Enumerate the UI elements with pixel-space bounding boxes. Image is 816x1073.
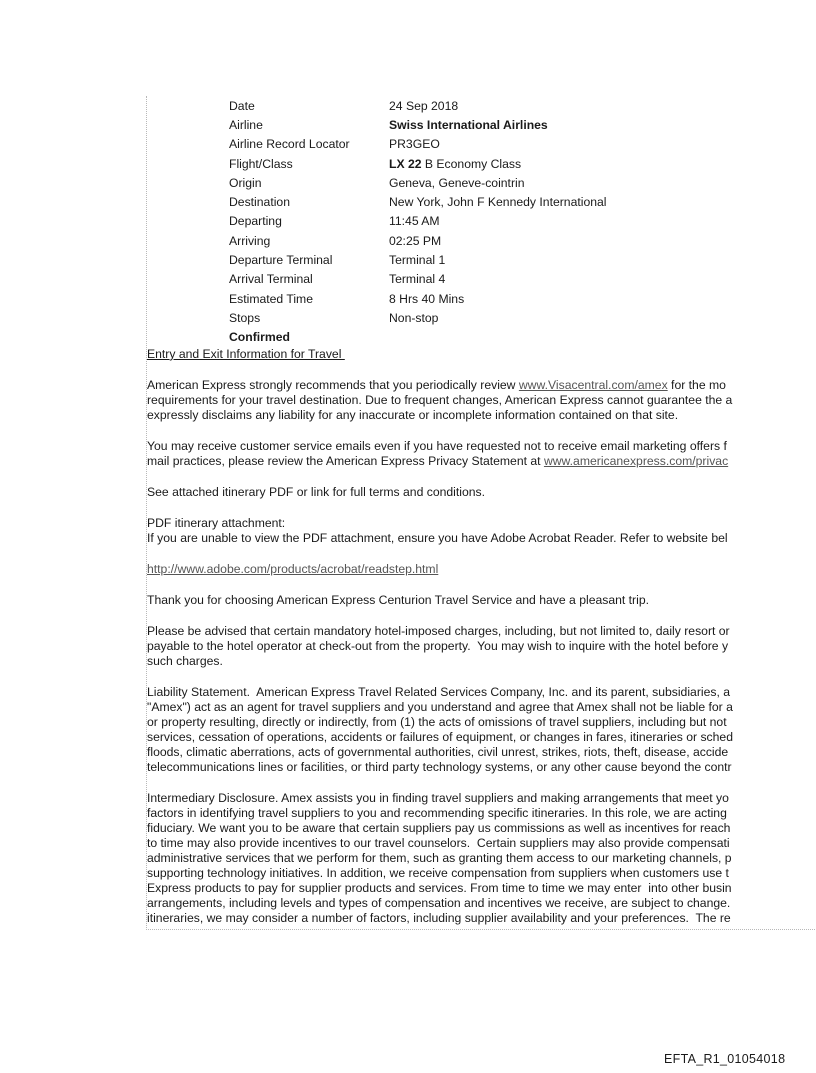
- flight-label: Arrival Terminal: [229, 272, 313, 287]
- text-line: itineraries, we may consider a number of factors, including supplier availability and your preferences. The re: [147, 910, 731, 925]
- flight-class: B Economy Class: [421, 156, 522, 171]
- visacentral-link[interactable]: www.Visacentral.com/amex: [518, 377, 668, 392]
- hotel-charges-paragraph: [147, 624, 816, 669]
- text-line: Express products to pay for supplier products and services. From time to time we may enter into other busin: [147, 880, 732, 895]
- flight-label: Estimated Time: [229, 291, 313, 306]
- flight-value: Terminal 4: [389, 272, 446, 287]
- flight-value: 11:45 AM: [389, 214, 440, 229]
- flight-details-table: [229, 96, 816, 347]
- liability-paragraph: [147, 685, 816, 775]
- adobe-reader-link[interactable]: http://www.adobe.com/products/acrobat/readstep.html: [147, 561, 439, 576]
- airline-name: Swiss International Airlines: [389, 117, 548, 132]
- flight-number: LX 22: [389, 156, 422, 171]
- flight-label: Departing: [229, 214, 282, 229]
- thank-you-text: Thank you for choosing American Express Centurion Travel Service and have a pleasant trip.: [147, 592, 649, 607]
- text-line: expressly disclaims any liability for any inaccurate or incomplete information contained on that site.: [147, 407, 679, 422]
- flight-row-arriving: [229, 231, 816, 250]
- flight-label: Stops: [229, 310, 261, 325]
- text-line: administrative services that we perform for them, such as granting them access to our marketing channels, p: [147, 850, 732, 865]
- text-line: or property resulting, directly or indirectly, from (1) the acts of omissions of travel suppliers, including but not: [147, 714, 727, 729]
- text-line: payable to the hotel operator at check-out from the property. You may wish to inquire with the hotel before y: [147, 638, 729, 653]
- flight-row-origin: [229, 173, 816, 192]
- flight-value: [389, 157, 521, 171]
- flight-row-record-locator: [229, 135, 816, 154]
- text-line: supporting technology initiatives. In addition, we receive compensation from suppliers when customers use t: [147, 865, 729, 880]
- flight-label: Destination: [229, 195, 290, 210]
- text-line: to time may also provide incentives to our travel counselors. Certain suppliers may also provide compensati: [147, 835, 730, 850]
- entry-exit-heading: Entry and Exit Information for Travel: [147, 346, 345, 361]
- flight-value: 02:25 PM: [389, 233, 442, 248]
- flight-row-stops: [229, 308, 816, 327]
- flight-label: Airline Record Locator: [229, 137, 350, 152]
- flight-value: Non-stop: [389, 310, 439, 325]
- document-id-footer: EFTA_R1_01054018: [664, 1052, 786, 1066]
- booking-status: Confirmed: [229, 330, 290, 345]
- privacy-statement-link[interactable]: www.americanexpress.com/privac: [543, 453, 729, 468]
- flight-value: New York, John F Kennedy International: [389, 195, 607, 210]
- text-line: Liability Statement. American Express Travel Related Services Company, Inc. and its parent, subsidiaries, a: [147, 684, 731, 699]
- flight-row-airline: [229, 115, 816, 134]
- intermediary-disclosure-paragraph: [147, 791, 816, 926]
- itinerary-document: [146, 96, 816, 930]
- flight-label: Departure Terminal: [229, 253, 333, 268]
- flight-row-estimated-time: [229, 289, 816, 308]
- flight-value: [389, 118, 548, 132]
- text-fragment: American Express strongly recommends that you periodically review: [147, 377, 519, 392]
- flight-value: 8 Hrs 40 Mins: [389, 291, 465, 306]
- flight-label: Origin: [229, 175, 262, 190]
- text-line: factors in identifying travel suppliers to you and recommending specific itineraries. In this role, we are acting: [147, 805, 727, 820]
- text-line: fiduciary. We want you to be aware that certain suppliers pay us commissions as well as incentives for reach: [147, 820, 731, 835]
- text-line: floods, climatic aberrations, acts of governmental authorities, civil unrest, strikes, riots, theft, disease, accide: [147, 744, 729, 759]
- text-line: "Amex") act as an agent for travel suppliers and you understand and agree that Amex shall not be liable for a: [147, 699, 733, 714]
- email-paragraph: [147, 439, 816, 469]
- flight-row-departing: [229, 212, 816, 231]
- text-line: Please be advised that certain mandatory hotel-imposed charges, including, but not limited to, daily resort or: [147, 623, 730, 638]
- text-line: [147, 562, 816, 577]
- text-fragment: mail practices, please review the American Express Privacy Statement at: [147, 453, 544, 468]
- flight-row-arrival-terminal: [229, 270, 816, 289]
- flight-value: 24 Sep 2018: [389, 98, 459, 113]
- text-fragment: for the mo: [667, 377, 726, 392]
- flight-label: Flight/Class: [229, 156, 293, 171]
- text-line: arrangements, including levels and types of compensation and incentives we receive, are subject to change.: [147, 895, 731, 910]
- flight-row-date: [229, 96, 816, 115]
- flight-row-departure-terminal: [229, 250, 816, 269]
- flight-row-flight-class: [229, 154, 816, 173]
- visa-paragraph: [147, 378, 816, 423]
- text-line: [147, 378, 816, 393]
- flight-value: Terminal 1: [389, 253, 446, 268]
- flight-row-destination: [229, 192, 816, 211]
- text-line: services, cessation of operations, accidents or failures of equipment, or changes in fares, itineraries or sched: [147, 729, 733, 744]
- text-line: telecommunications lines or facilities, or third party technology systems, or any other cause beyond the contr: [147, 759, 732, 774]
- attached-terms-text: See attached itinerary PDF or link for full terms and conditions.: [147, 484, 486, 499]
- text-line: If you are unable to view the PDF attachment, ensure you have Adobe Acrobat Reader. Refer to website bel: [147, 530, 728, 545]
- text-line: such charges.: [147, 653, 223, 668]
- text-line: requirements for your travel destination. Due to frequent changes, American Express cannot guarantee the a: [147, 392, 733, 407]
- pdf-paragraph: [147, 516, 816, 546]
- flight-label: Airline: [229, 117, 263, 132]
- flight-label: Date: [229, 98, 255, 113]
- text-line: [147, 454, 816, 469]
- flight-value: PR3GEO: [389, 137, 440, 152]
- text-line: PDF itinerary attachment:: [147, 515, 286, 530]
- flight-value: Geneva, Geneve-cointrin: [389, 175, 525, 190]
- flight-label: Arriving: [229, 233, 271, 248]
- text-line: Intermediary Disclosure. Amex assists you in finding travel suppliers and making arrangements that meet yo: [147, 790, 729, 805]
- text-line: You may receive customer service emails even if you have requested not to receive email marketing offers f: [147, 438, 727, 453]
